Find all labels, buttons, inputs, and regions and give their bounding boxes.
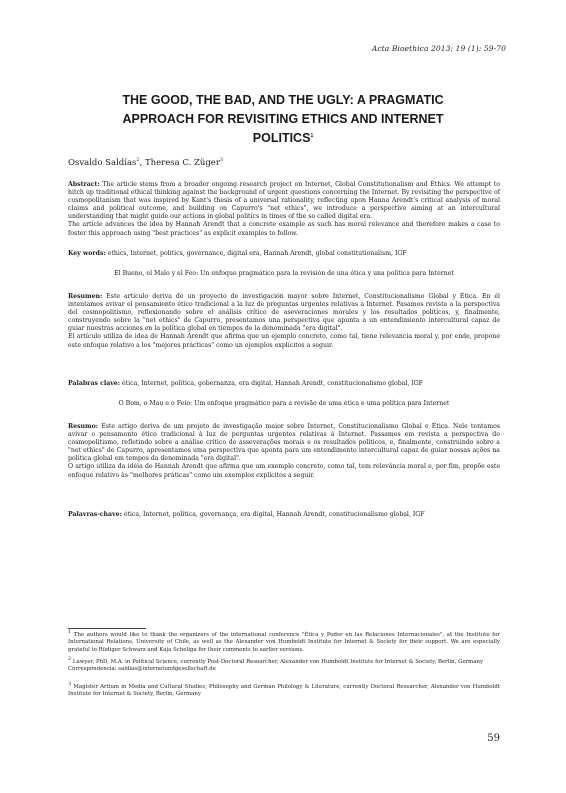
keywords-label: Palabras clave:: [68, 380, 121, 387]
abstract-text: Este artigo deriva de um projeto de investigação maior sobre Internet, Constitucionalismo Global e Ética. Nele tentamos avivar o pensamento ético tradicional à luz de perguntas urgentes relativas à Internet. Passamos em revista a perspectiva do cosmopolitismo, refletindo sobre a análise crítico de asseverações morais e os resultados políticos, e, finalmente, construindo sobre a "net ethics" de Capurro, apresentamos uma perspectiva que aponta para um entendimento intercultural capaz de guiar nossas ações na política global em tempos da denominada "era digital".: [68, 423, 500, 463]
keywords-en: [68, 250, 500, 258]
correspondence-line: Correspondencia: saldias@internetundgesellschaft.de: [68, 666, 216, 673]
abstract-text: Este artículo deriva de un proyecto de investigación mayor sobre Internet, Constitucionalismo Global y Ética. En él intentamos avivar el pensamiento ético tradicional a la luz de preguntas urgentes relativas a Internet. Pasamos revista a la perspectiva del cosmopolitismo, reflexionando sobre el análisis crítico de aseveraciones morales y los resultados políticos, y, finalmente, construyendo sobre la "net ethics" de Capurro, presentamos una perspectiva que apunta a un entendimiento intercultural capaz de guiar nuestras acciones en la política global en tiempos de la denominada "era digital".: [68, 293, 500, 333]
footnote-3: [68, 681, 500, 699]
title-line: [70, 129, 496, 148]
footnote-text: Lawyer, PhD, M.A. in Political Science, currently Post-Doctoral Researcher, Alexander von Humboldt Institute for Internet & Society, Berlin, Germany: [72, 659, 483, 665]
author-separator: ,: [139, 158, 145, 168]
author-list: [68, 158, 223, 168]
footnote-1: [68, 629, 500, 654]
abstract-pt: [68, 423, 500, 480]
title-line: THE GOOD, THE BAD, AND THE UGLY: A PRAGMATIC: [122, 93, 444, 107]
portuguese-title: O Bom, o Mau e o Feio: Um enfoque pragmático para a revisão de uma ética e uma política para Internet: [118, 400, 450, 407]
title-line-text: POLITICS: [252, 131, 311, 145]
paper-title: [70, 91, 496, 148]
footnote-marker: 3: [68, 681, 72, 688]
abstract-label: Resumo:: [68, 423, 99, 430]
author-footnote-marker: 2: [136, 157, 140, 164]
abstract-text: The article stems from a broader ongoing research project on Internet, Global Constitutionalism and Ethics. We attempt to hitch up traditional ethical thinking against the background of urgent questions concerning the Internet. By revisiting the perspective of cosmopolitanism that was inspired by Kant's thesis of a universal rationality, reflecting upon Hanna Arendt's critical analysis of moral claims and political outcome, and building on Capurro's "net ethics", we introduce a perspective aiming at an intercultural understanding that might guide our actions in global politics in times of the so called digital era.: [68, 181, 501, 221]
abstract-label: Abstract:: [68, 181, 100, 188]
keywords-text: ética, Internet, política, gobernanza, era digital, Hannah Arendt, constitucionalismo global, IGF: [122, 380, 423, 387]
author-footnote-marker: 3: [219, 157, 224, 164]
footnote-divider: [68, 628, 146, 629]
keywords-label: Palavras-chave:: [68, 511, 122, 518]
keywords-pt: [68, 511, 500, 519]
abstract-en: [68, 181, 500, 238]
page-number: 59: [487, 733, 500, 744]
footnote-marker: 2: [68, 656, 72, 663]
footnote-marker: 1: [68, 629, 72, 636]
journal-reference: Acta Bioethica 2013; 19 (1): 59-70: [371, 44, 506, 53]
abstract-label: Resumen:: [68, 293, 103, 300]
title-line: APPROACH FOR REVISITING ETHICS AND INTERNET: [122, 112, 444, 126]
abstract-text: O artigo utiliza da idéia de Hannah Arendt que afirma que um exemplo concreto, como tal, tem relevância moral e, por fim, propõe este enfoque relativo às "melhores práticas" como um exemplos explícitos a seguir.: [68, 463, 500, 479]
keywords-label: Key words:: [68, 250, 106, 257]
abstract-text: El artículo utiliza de idea de Hannah Arendt que afirma que un ejemplo concreto, como tal, tiene relevancia moral y, por ende, propone este enfoque relativo a los "mejores prácticas" como un ejemplos explícitos a seguir.: [68, 333, 500, 349]
keywords-es: [68, 380, 500, 388]
footnote-2: [68, 656, 500, 674]
footnote-text: Magister Artium in Media and Cultural Studies, Philosophy and German Philology & Literature, currently Doctoral Researcher, Alexander von Humboldt Institute for Internet & Society, Berlin, Germany: [68, 684, 500, 698]
abstract-es: [68, 293, 500, 350]
author-name: Osvaldo Saldías: [68, 158, 137, 168]
author-name: Theresa C. Züger: [144, 158, 220, 168]
keywords-text: ethics, Internet, politics, governance, digital era, Hannah Arendt, global constitutionalism, IGF: [107, 250, 407, 257]
spanish-title: El Bueno, el Malo y el Feo: Un enfoque pragmático para la revisión de una ética y una política para Internet: [114, 270, 454, 277]
keywords-text: ética, Internet, política, governança, era digital, Hannah Arendt, constitucionalismo global, IGF: [123, 511, 425, 518]
footnote-text: The authors would like to thank the organizers of the international conference "Ética y Poder en las Relaciones Internacionales", at the Institute for International Relations, University of Chile, as well as the Alexander von Humboldt Institute for Internet & Society for their support. We are especially grateful to Rüdiger Schwarz and Kaja Scheliga for their comments to earlier versions.: [68, 632, 500, 653]
title-footnote-marker: 1: [310, 132, 314, 139]
abstract-text: The article advances the idea by Hannah Arendt that a concrete example as such has moral relevance and therefore makes a case to foster this approach using "best practices" as explicit examples to follow.: [68, 221, 500, 237]
